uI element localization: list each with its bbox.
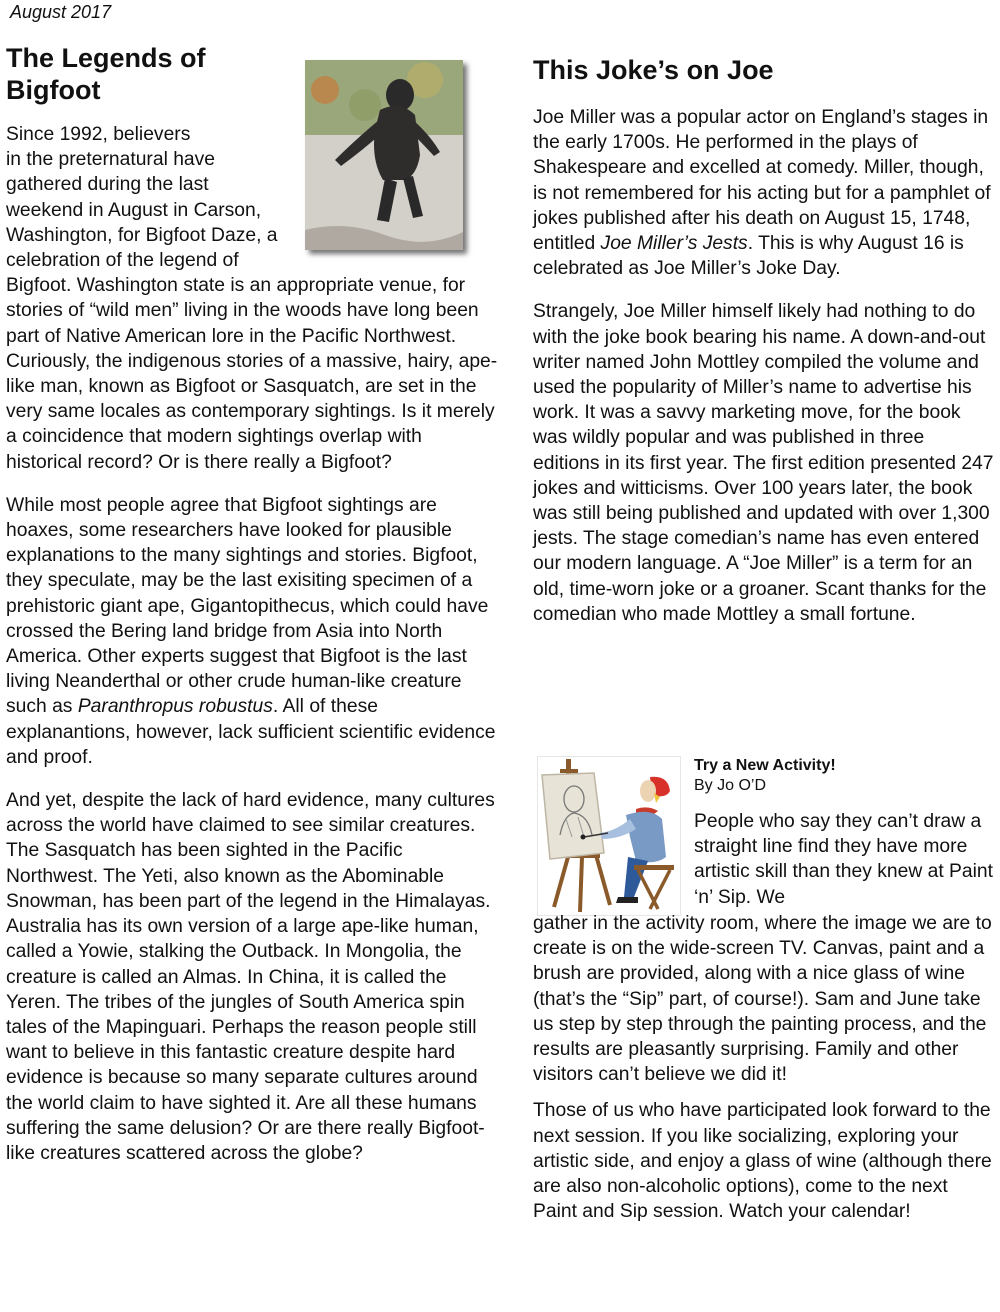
bigfoot-paragraph-1-rest: Bigfoot. Washington state is an appropriate venue, for stories of “wild men” living in the woods have long been part of Native American lore in the Pacific Northwest. Curiously, the indigenous stories of a massive, hairy, ape-like man, known as Bigfoot or Sasquatch, are set in the very same locales as contemporary sightings. Is it merely a coincidence that modern sightings overlap with historical record? Or is there really a Bigfoot? — [6, 275, 498, 473]
text-run: While most people agree that Bigfoot sightings are hoaxes, some researchers have looked for plausible explanations to the many sightings and stories. Bigfoot, they speculate, may be the last exisiting specimen of a prehistoric giant ape, Gigantopithecus, which could have crossed the Bering land bridge from Asia into North America. Other experts suggest that Bigfoot is the last living Neanderthal or other crude human-like creature such as — [6, 494, 489, 718]
activity-paragraph-2: Those of us who have participated look forward to the next session. If you like socializing, exploring your artistic side, and enjoy a glass of wine (although there are also non-alcoholic options), come to the next Paint and Sip session. Watch your calendar! — [533, 1100, 992, 1223]
bigfoot-intro-line: gathered during the last — [6, 174, 209, 196]
bigfoot-intro-line: celebration of the legend of — [6, 250, 239, 272]
activity-paragraph-1-rest: gather in the activity room, where the image we are to create is on the wide-screen TV. Canvas, paint and a brush are provided, along with a nice glass of wine (that’s the “Sip” part, of course!). Sam and June take us step by step through the painting process, and the results are pleasantly surprising. Family and other visitors can’t believe we did it! — [533, 913, 992, 1086]
activity-article-byline: By Jo O’D — [694, 777, 767, 794]
book-title: Joe Miller’s Jests — [600, 233, 748, 255]
joke-paragraph-1 — [533, 105, 995, 281]
painter-illustration — [537, 756, 681, 916]
bigfoot-intro-line: Washington, for Bigfoot Daze, a — [6, 224, 278, 246]
species-name: Paranthropus robustus — [77, 696, 273, 718]
joke-paragraph-2: Strangely, Joe Miller himself likely had nothing to do with the joke book bearing his name. A down-and-out writer named John Mottley compiled the volume and used the popularity of Miller’s name to advertise his work. It was a savvy marketing move, for the book was wildly popular and was published in three editions in its first year. The first edition presented 247 jokes and witticisms. Over 100 years later, the book was still being published and updated with over 1,300 jests. The stage comedian’s name has even entered our modern language. A “Joe Miller” is a term for an old, time-worn joke or a groaner. Scant thanks for the comedian who made Mottley a small fortune. — [533, 301, 994, 625]
bigfoot-figure-icon — [305, 60, 463, 250]
painter-at-easel-icon — [538, 757, 680, 915]
text-run: . All of these explanantions, however, lack sufficient scientific evidence and proof. — [6, 696, 496, 768]
activity-article-header — [694, 756, 994, 796]
text-run: . This is why August 16 is celebrated as Joe Miller’s Joke Day. — [533, 233, 964, 280]
text-run: Joe Miller was a popular actor on England’s stages in the early 1700s. He performed in the plays of Shakespeare and excelled at comedy. Miller, though, is not remembered for his acting but for a pamphlet of jokes published after his death on August 15, 1748, entitled — [533, 107, 991, 255]
activity-intro: People who say they can’t draw a straight line find they have more artistic skill than they knew at Paint ‘n’ Sip. We — [694, 811, 993, 908]
joke-article-title: This Joke’s on Joe — [533, 55, 774, 85]
bigfoot-paragraph-3: And yet, despite the lack of hard evidence, many cultures across the world have claimed to see similar creatures. The Sasquatch has been sighted in the Pacific Northwest. The Yeti, also known as the Abominable Snowman, has been part of the legend in the Himalayas. Australia has its own version of a large ape-like human, called a Yowie, stalking the Outback. In Mongolia, the creature is called an Almas. In China, it is called the Yeren. The tribes of the jungles of South America spin tales of the Mapinguari. Perhaps the reason people still want to believe in this fantastic creature despite hard evidence is because so many separate cultures around the world claim to have sighted it. Are all these humans suffering the same delusion? Or are there really Bigfoot-like creatures scattered across the globe? — [6, 790, 495, 1164]
joke-article — [533, 52, 995, 627]
bigfoot-intro-line: Since 1992, believers — [6, 124, 191, 145]
bigfoot-paragraph-2 — [6, 493, 498, 770]
activity-article-body — [533, 911, 995, 1224]
bigfoot-article-title: The Legends of Bigfoot — [6, 43, 206, 105]
bigfoot-intro-line: in the preternatural have — [6, 149, 216, 171]
bigfoot-intro-line: weekend in August in Carson, — [6, 199, 262, 221]
activity-article-title: Try a New Activity! — [694, 757, 836, 774]
newsletter-date: August 2017 — [10, 2, 112, 22]
bigfoot-photo — [305, 60, 463, 250]
